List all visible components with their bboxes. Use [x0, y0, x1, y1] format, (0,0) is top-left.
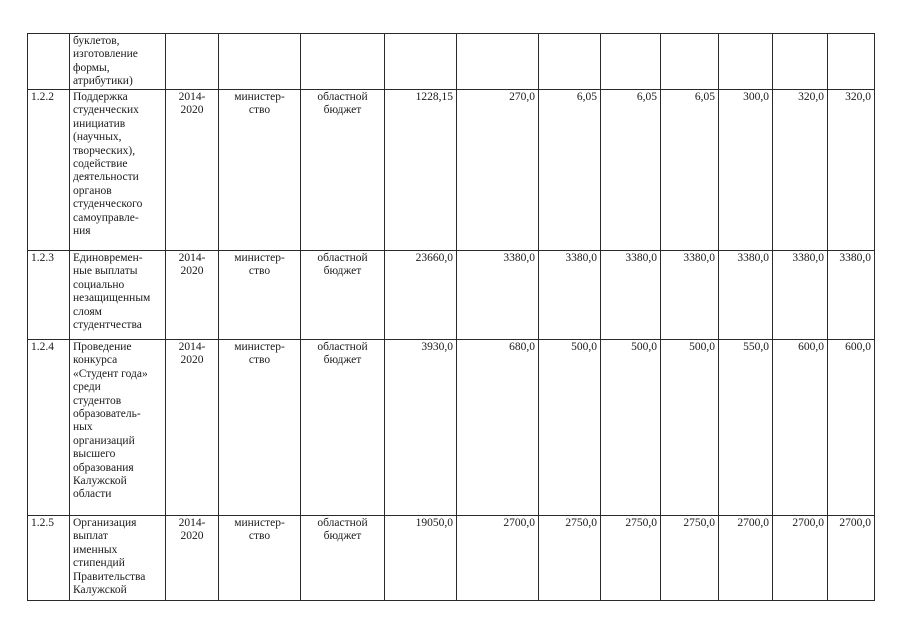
row-name: буклетов, изготовление формы, атрибутики) — [70, 34, 166, 90]
row-2019 — [773, 34, 828, 90]
row-period: 2014- 2020 — [166, 340, 219, 516]
row-period: 2014- 2020 — [166, 251, 219, 340]
row-executor: министер- ство — [219, 90, 301, 251]
row-2017: 500,0 — [661, 340, 719, 516]
row-name: Проведение конкурса «Студент года» среди студентов образователь- ных организаций высшего образования Калужской области — [70, 340, 166, 516]
table-row — [28, 34, 875, 90]
row-code: 1.2.4 — [28, 340, 70, 516]
table-row — [28, 90, 875, 251]
row-source: областной бюджет — [301, 90, 385, 251]
row-2017: 6,05 — [661, 90, 719, 251]
row-2014: 2700,0 — [457, 516, 539, 601]
row-2019: 2700,0 — [773, 516, 828, 601]
row-code: 1.2.3 — [28, 251, 70, 340]
row-period: 2014- 2020 — [166, 90, 219, 251]
row-source — [301, 34, 385, 90]
row-2020: 2700,0 — [828, 516, 875, 601]
row-source: областной бюджет — [301, 516, 385, 601]
row-name: Поддержка студенческих инициатив (научных, творческих), содействие деятельности органов студенческого самоуправле- ния — [70, 90, 166, 251]
row-2020 — [828, 34, 875, 90]
row-2014: 3380,0 — [457, 251, 539, 340]
row-total: 1228,15 — [385, 90, 457, 251]
row-2018 — [719, 34, 773, 90]
row-2017: 2750,0 — [661, 516, 719, 601]
row-period: 2014- 2020 — [166, 516, 219, 601]
row-executor — [219, 34, 301, 90]
row-name: Организация выплат именных стипендий Правительства Калужской — [70, 516, 166, 601]
row-2020: 3380,0 — [828, 251, 875, 340]
row-2016: 2750,0 — [601, 516, 661, 601]
row-2018: 3380,0 — [719, 251, 773, 340]
row-2014 — [457, 34, 539, 90]
row-2015: 6,05 — [539, 90, 601, 251]
row-2018: 2700,0 — [719, 516, 773, 601]
row-executor: министер- ство — [219, 516, 301, 601]
row-source: областной бюджет — [301, 340, 385, 516]
row-total — [385, 34, 457, 90]
row-2017: 3380,0 — [661, 251, 719, 340]
row-name: Единовремен- ные выплаты социально незащищенным слоям студентчества — [70, 251, 166, 340]
row-2016: 500,0 — [601, 340, 661, 516]
row-2014: 680,0 — [457, 340, 539, 516]
row-source: областной бюджет — [301, 251, 385, 340]
row-2014: 270,0 — [457, 90, 539, 251]
row-code — [28, 34, 70, 90]
row-2015: 3380,0 — [539, 251, 601, 340]
row-2018: 300,0 — [719, 90, 773, 251]
row-total: 23660,0 — [385, 251, 457, 340]
table-row — [28, 251, 875, 340]
row-2015: 500,0 — [539, 340, 601, 516]
row-2016: 3380,0 — [601, 251, 661, 340]
row-2016: 6,05 — [601, 90, 661, 251]
row-executor: министер- ство — [219, 251, 301, 340]
table-row — [28, 516, 875, 601]
table-row — [28, 340, 875, 516]
row-executor: министер- ство — [219, 340, 301, 516]
budget-table — [27, 33, 875, 601]
row-2018: 550,0 — [719, 340, 773, 516]
row-total: 3930,0 — [385, 340, 457, 516]
row-code: 1.2.2 — [28, 90, 70, 251]
row-2015 — [539, 34, 601, 90]
row-total: 19050,0 — [385, 516, 457, 601]
row-period — [166, 34, 219, 90]
row-2019: 3380,0 — [773, 251, 828, 340]
row-2019: 600,0 — [773, 340, 828, 516]
row-2015: 2750,0 — [539, 516, 601, 601]
row-2017 — [661, 34, 719, 90]
row-code: 1.2.5 — [28, 516, 70, 601]
row-2020: 600,0 — [828, 340, 875, 516]
row-2019: 320,0 — [773, 90, 828, 251]
row-2016 — [601, 34, 661, 90]
row-2020: 320,0 — [828, 90, 875, 251]
